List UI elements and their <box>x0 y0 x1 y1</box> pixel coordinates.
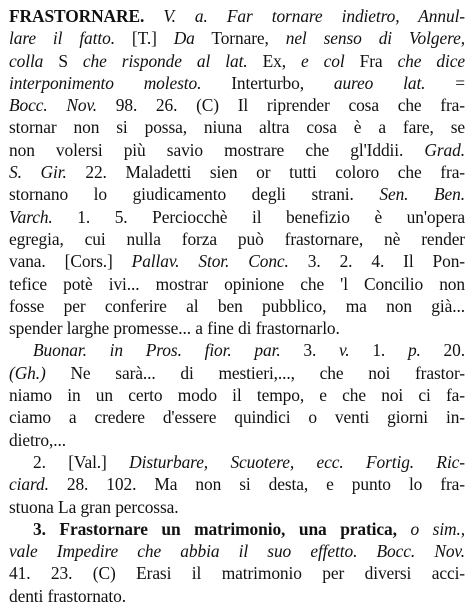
body-text: 28. 102. Ma non si desta, e punto lo fra- <box>48 474 465 495</box>
entry-line <box>9 139 465 161</box>
body-text: tefice potè ivi... mostrar opinione che 'l Concilio non <box>9 273 465 294</box>
italic-text: ciard. <box>9 474 49 495</box>
italic-text: che risponde al lat. <box>82 50 248 71</box>
body-text: fosse per conferire al ben pubblico, ma non già... <box>9 295 465 316</box>
body-text: 1. <box>349 340 408 361</box>
italic-text: o sim., <box>410 518 465 539</box>
entry-line <box>9 540 465 562</box>
body-text: 3. 2. 4. Il Pon- <box>288 251 465 272</box>
italic-text: Buonar. in Pros. fior. par. <box>33 340 281 361</box>
body-text: ciamo a credere d'essere quindici o venti giorni in- <box>9 407 465 428</box>
body-text: dietro,... <box>9 429 66 450</box>
italic-text: Far tornare indietro, Annul- <box>226 6 465 26</box>
body-text: Ne sarà... di mestieri,..., che noi frastor- <box>45 362 465 383</box>
entry-line <box>9 228 465 250</box>
body-text: stornar non si possa, niuna altra cosa è a fare, se <box>9 117 465 138</box>
entry-line <box>9 161 465 183</box>
entry-line <box>9 250 465 272</box>
body-text: niamo in un certo modo il tempo, e che noi ci fa- <box>9 385 465 406</box>
italic-text: Varch. <box>9 206 53 227</box>
body-text: vana. [Cors.] <box>9 251 132 272</box>
entry-line <box>9 585 465 607</box>
body-text: denti frastornato. <box>9 585 126 606</box>
body-text: 98. 26. (C) Il riprender cosa che fra- <box>97 95 465 116</box>
body-text: Tornare, <box>194 28 286 49</box>
body-text: = <box>425 72 465 93</box>
italic-text: colla <box>9 50 44 71</box>
body-text: 41. 23. (C) Erasi il matrimonio per diversi acci- <box>9 563 465 584</box>
italic-text: vale Impedire che abbia il suo effetto. Bocc. Nov. <box>9 541 465 562</box>
body-text: stornano lo giudicamento degli strani. <box>9 184 380 205</box>
italic-text: S. Gir. <box>9 162 67 183</box>
body-text: Fra <box>344 50 398 71</box>
body-text: stuona La gran percossa. <box>9 496 179 517</box>
italic-text: e col <box>301 50 345 71</box>
entry-line <box>9 406 465 428</box>
entry-line <box>9 384 465 406</box>
italic-text: nel senso di Volgere, <box>285 28 465 49</box>
italic-text: Pallav. Stor. Conc. <box>131 251 289 272</box>
body-text <box>144 6 163 26</box>
body-text: Ex, <box>247 50 301 71</box>
body-text: spender larghe promesse... a fine di frastornarlo. <box>9 318 340 339</box>
italic-text: interponimento molesto. <box>9 72 202 93</box>
entry-line <box>9 339 465 361</box>
dictionary-entry-frastornare <box>9 5 465 607</box>
entry-line <box>9 562 465 584</box>
body-text: 2. [Val.] <box>33 451 130 472</box>
entry-line <box>9 94 465 116</box>
body-text: [T.] <box>114 28 174 49</box>
entry-line <box>9 473 465 495</box>
entry-line <box>9 317 465 339</box>
italic-text: V. a. <box>163 6 208 26</box>
entry-line <box>9 50 465 72</box>
entry-line <box>9 295 465 317</box>
entry-line <box>9 429 465 451</box>
body-text: S <box>43 50 83 71</box>
body-text: egregia, cui nulla forza può frastornare, nè render <box>9 228 465 249</box>
italic-text: Bocc. Nov. <box>9 95 98 116</box>
entry-line <box>9 183 465 205</box>
body-text <box>397 519 411 539</box>
italic-text: v. <box>338 340 350 361</box>
body-text: 1. 5. Perciocchè il benefizio è un'opera <box>52 206 465 227</box>
entry-line <box>9 451 465 473</box>
entry-line <box>9 273 465 295</box>
italic-text: che dice <box>397 50 465 71</box>
entry-line <box>9 518 465 540</box>
bold-text: 3. Frastornare un matrimonio, una pratica, <box>33 518 397 539</box>
italic-text: (Gh.) <box>9 362 46 383</box>
entry-line <box>9 206 465 228</box>
body-text: 20. <box>420 340 465 361</box>
italic-text: Sen. Ben. <box>379 184 465 205</box>
body-text: Interturbo, <box>201 72 334 93</box>
italic-text: lare il fatto. <box>9 28 115 49</box>
body-text: non volersi più savio mostrare che gl'Iddii. <box>9 139 425 160</box>
bold-text: FRASTORNARE. <box>9 6 145 26</box>
body-text: 3. <box>280 340 339 361</box>
italic-text: Da <box>173 28 195 49</box>
italic-text: aureo lat. <box>333 72 426 93</box>
entry-line <box>9 496 465 518</box>
body-text: 22. Maladetti sien or tutti coloro che fra- <box>66 162 465 183</box>
entry-line <box>9 72 465 94</box>
italic-text: Disturbare, Scuotere, ecc. Fortig. Ric- <box>129 451 465 472</box>
entry-line <box>9 116 465 138</box>
entry-line <box>9 5 465 27</box>
body-text <box>208 6 227 26</box>
entry-line <box>9 362 465 384</box>
italic-text: p. <box>407 340 421 361</box>
italic-text: Grad. <box>424 139 465 160</box>
entry-line <box>9 27 465 49</box>
